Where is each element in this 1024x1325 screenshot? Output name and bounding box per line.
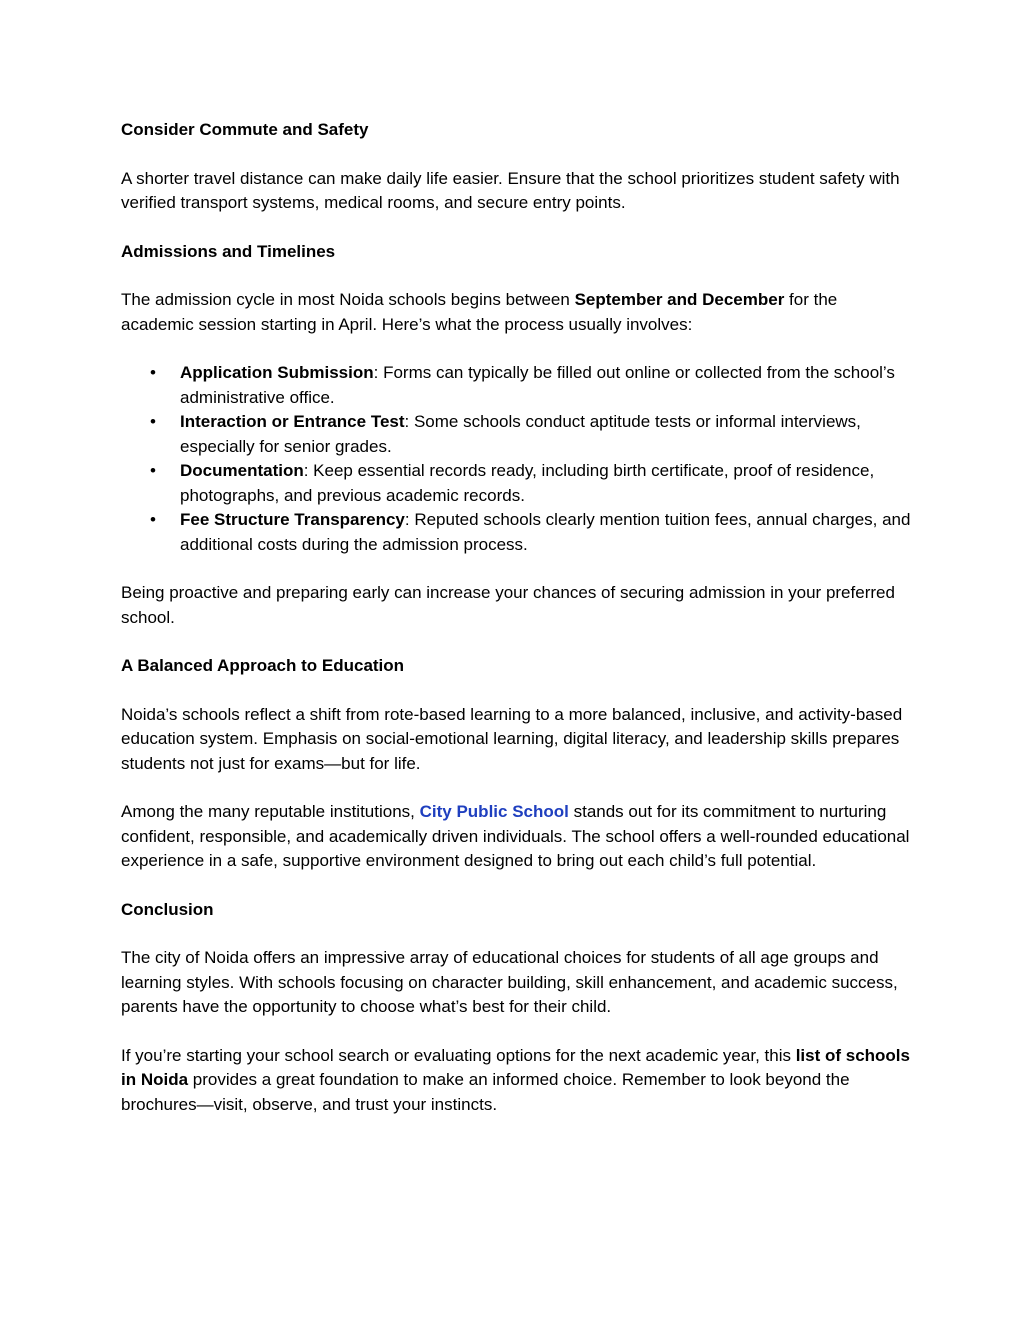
admissions-intro-text-end: for the academic session starting in April. Here’s what the process usually involves: [121,290,838,334]
list-item-documentation [121,459,911,508]
city-public-school-link[interactable]: City Public School [419,802,569,821]
bullet-icon: • [150,510,156,529]
final-paragraph [121,1044,911,1118]
city-public-school-paragraph [121,800,911,874]
admissions-period-bold: September and December [574,290,785,309]
paragraph-text-end: provides a great foundation to make an informed choice. Remember to look beyond the brochures—visit, observe, and trust your instincts. [121,1070,850,1114]
admissions-intro-paragraph [121,288,911,337]
list-item-text: : Forms can typically be filled out online or collected from the school’s administrative office. [180,363,895,407]
list-item-fee-structure [121,508,911,557]
list-item-term: Interaction or Entrance Test [180,412,405,431]
conclusion-paragraph: The city of Noida offers an impressive array of educational choices for students of all age groups and learning styles. With schools focusing on character building, skill enhancement, and academic success, parents have the opportunity to choose what’s best for their child. [121,948,898,1016]
admissions-intro-text-start: The admission cycle in most Noida schools begins between [121,290,575,309]
list-item-entrance-test [121,410,911,459]
bullet-icon: • [150,363,156,382]
paragraph-text-start: Among the many reputable institutions, [121,802,420,821]
list-item-text: : Reputed schools clearly mention tuition fees, annual charges, and additional costs during the admission process. [180,510,911,554]
commute-paragraph: A shorter travel distance can make daily life easier. Ensure that the school prioritizes student safety with verified transport systems, medical rooms, and secure entry points. [121,168,900,212]
admission-steps-list [121,361,911,557]
paragraph-text-start: If you’re starting your school search or evaluating options for the next academic year, this [121,1045,796,1065]
list-item-term: Documentation [180,461,304,480]
list-of-schools-bold: list of schools in Noida [121,1045,910,1089]
admissions-closing-paragraph: Being proactive and preparing early can increase your chances of securing admission in your preferred school. [121,583,895,627]
section-heading-conclusion: Conclusion [121,899,214,919]
bullet-icon: • [150,412,156,431]
list-item-term: Fee Structure Transparency [180,510,405,529]
section-heading-balanced: A Balanced Approach to Education [121,656,405,675]
list-item-text: : Some schools conduct aptitude tests or informal interviews, especially for senior grades. [180,412,861,456]
section-heading-commute: Consider Commute and Safety [121,120,369,139]
list-item-term: Application Submission [180,363,374,382]
bullet-icon: • [150,461,156,480]
list-item-application [121,361,911,410]
paragraph-text-end: stands out for its commitment to nurturing confident, responsible, and academically driven individuals. The school offers a well-rounded educational experience in a safe, supportive environment designed to bring out each child’s full potential. [121,802,910,870]
section-heading-admissions: Admissions and Timelines [121,241,336,261]
balanced-paragraph: Noida’s schools reflect a shift from rote-based learning to a more balanced, inclusive, and activity-based education system. Emphasis on social-emotional learning, digital literacy, and leadership skills prepares students not just for exams—but for life. [121,704,903,773]
document-page [121,118,911,1117]
list-item-text: : Keep essential records ready, including birth certificate, proof of residence, photographs, and previous academic records. [180,461,875,505]
